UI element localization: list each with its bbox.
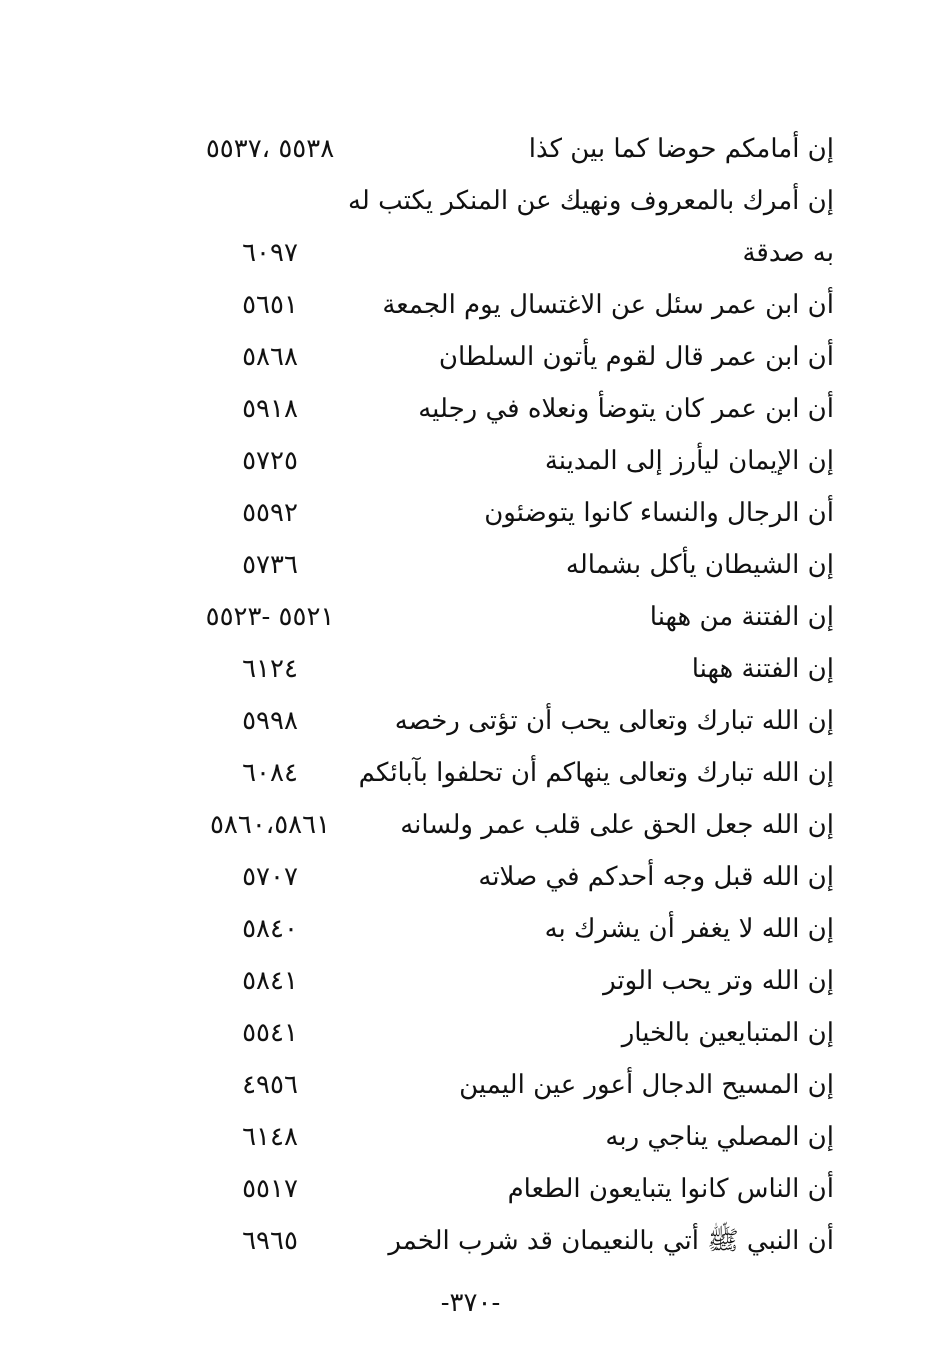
index-entry bbox=[150, 749, 840, 801]
entry-text: إن الفتنة ههنا bbox=[691, 654, 834, 684]
hadith-index-list bbox=[150, 125, 840, 1269]
index-entry bbox=[150, 1061, 840, 1113]
entry-text: أن ابن عمر سئل عن الاغتسال يوم الجمعة bbox=[382, 290, 834, 320]
entry-reference: ٦١٤٨ bbox=[242, 1122, 298, 1152]
index-entry bbox=[150, 229, 840, 281]
entry-reference: ٥٩١٨ bbox=[242, 394, 298, 424]
entry-reference: ٥٦٥١ bbox=[242, 290, 298, 320]
entry-reference: ٥٨٤١ bbox=[242, 966, 298, 996]
entry-reference: ٥٨٤٠ bbox=[242, 914, 298, 944]
entry-reference: ٥٧٢٥ bbox=[242, 446, 298, 476]
index-entry bbox=[150, 177, 840, 229]
index-entry bbox=[150, 645, 840, 697]
entry-text: أن ابن عمر قال لقوم يأتون السلطان bbox=[438, 342, 834, 372]
entry-reference: ٥٧٠٧ bbox=[242, 862, 298, 892]
entry-text: إن الشيطان يأكل بشماله bbox=[565, 550, 834, 580]
index-entry bbox=[150, 541, 840, 593]
index-entry bbox=[150, 957, 840, 1009]
entry-text: أن النبي ﷺ أتي بالنعيمان قد شرب الخمر bbox=[388, 1226, 834, 1256]
entry-text: إن المتبايعين بالخيار bbox=[621, 1018, 834, 1048]
entry-text: إن الفتنة من ههنا bbox=[649, 602, 834, 632]
entry-text: أن الرجال والنساء كانوا يتوضئون bbox=[484, 498, 834, 528]
entry-text: إن المسيح الدجال أعور عين اليمين bbox=[459, 1070, 834, 1100]
entry-text: أن ابن عمر كان يتوضأ ونعلاه في رجليه bbox=[418, 394, 834, 424]
entry-text: إن الله تبارك وتعالى ينهاكم أن تحلفوا بآبائكم bbox=[358, 758, 834, 788]
entry-text: أن الناس كانوا يتبايعون الطعام bbox=[507, 1174, 834, 1204]
entry-text: إن الإيمان ليأرز إلى المدينة bbox=[544, 446, 834, 476]
entry-text: إن الله تبارك وتعالى يحب أن تؤتى رخصه bbox=[394, 706, 834, 736]
index-entry bbox=[150, 281, 840, 333]
entry-reference: ٥٥٢١ -٥٥٢٣ bbox=[205, 602, 335, 632]
entry-reference: ٥٨٦٨ bbox=[242, 342, 298, 372]
entry-reference: ٥٨٦٠،٥٨٦١ bbox=[209, 810, 331, 840]
index-entry bbox=[150, 593, 840, 645]
index-entry bbox=[150, 1165, 840, 1217]
entry-text: به صدقة bbox=[742, 238, 834, 268]
entry-reference: ٥٥٣٨ ،٥٥٣٧ bbox=[205, 134, 335, 164]
entry-reference: ٥٥٩٢ bbox=[242, 498, 298, 528]
index-entry bbox=[150, 125, 840, 177]
entry-text: إن الله قبل وجه أحدكم في صلاته bbox=[478, 862, 834, 892]
index-entry bbox=[150, 853, 840, 905]
index-entry bbox=[150, 333, 840, 385]
entry-reference: ٥٧٣٦ bbox=[242, 550, 298, 580]
entry-text: إن الله وتر يحب الوتر bbox=[603, 966, 834, 996]
entry-text: إن الله لا يغفر أن يشرك به bbox=[544, 914, 834, 944]
entry-text: إن أمرك بالمعروف ونهيك عن المنكر يكتب له bbox=[347, 186, 834, 216]
entry-reference: ٦٩٦٥ bbox=[242, 1226, 298, 1256]
entry-reference: ٦٠٨٤ bbox=[242, 758, 298, 788]
index-entry bbox=[150, 437, 840, 489]
index-entry bbox=[150, 905, 840, 957]
page-number: -٣٧٠- bbox=[440, 1288, 501, 1318]
index-entry bbox=[150, 1217, 840, 1269]
entry-reference: ٤٩٥٦ bbox=[242, 1070, 298, 1100]
entry-text: إن المصلي يناجي ربه bbox=[605, 1122, 834, 1152]
index-entry bbox=[150, 385, 840, 437]
index-entry bbox=[150, 1113, 840, 1165]
entry-reference: ٥٩٩٨ bbox=[242, 706, 298, 736]
index-entry bbox=[150, 1009, 840, 1061]
entry-reference: ٦١٢٤ bbox=[242, 654, 298, 684]
entry-reference: ٥٥١٧ bbox=[242, 1174, 298, 1204]
entry-reference: ٦٠٩٧ bbox=[242, 238, 298, 268]
entry-text: إن أمامكم حوضا كما بين كذا bbox=[528, 134, 834, 164]
index-entry bbox=[150, 489, 840, 541]
entry-reference: ٥٥٤١ bbox=[242, 1018, 298, 1048]
entry-text: إن الله جعل الحق على قلب عمر ولسانه bbox=[400, 810, 834, 840]
index-entry bbox=[150, 697, 840, 749]
index-entry bbox=[150, 801, 840, 853]
